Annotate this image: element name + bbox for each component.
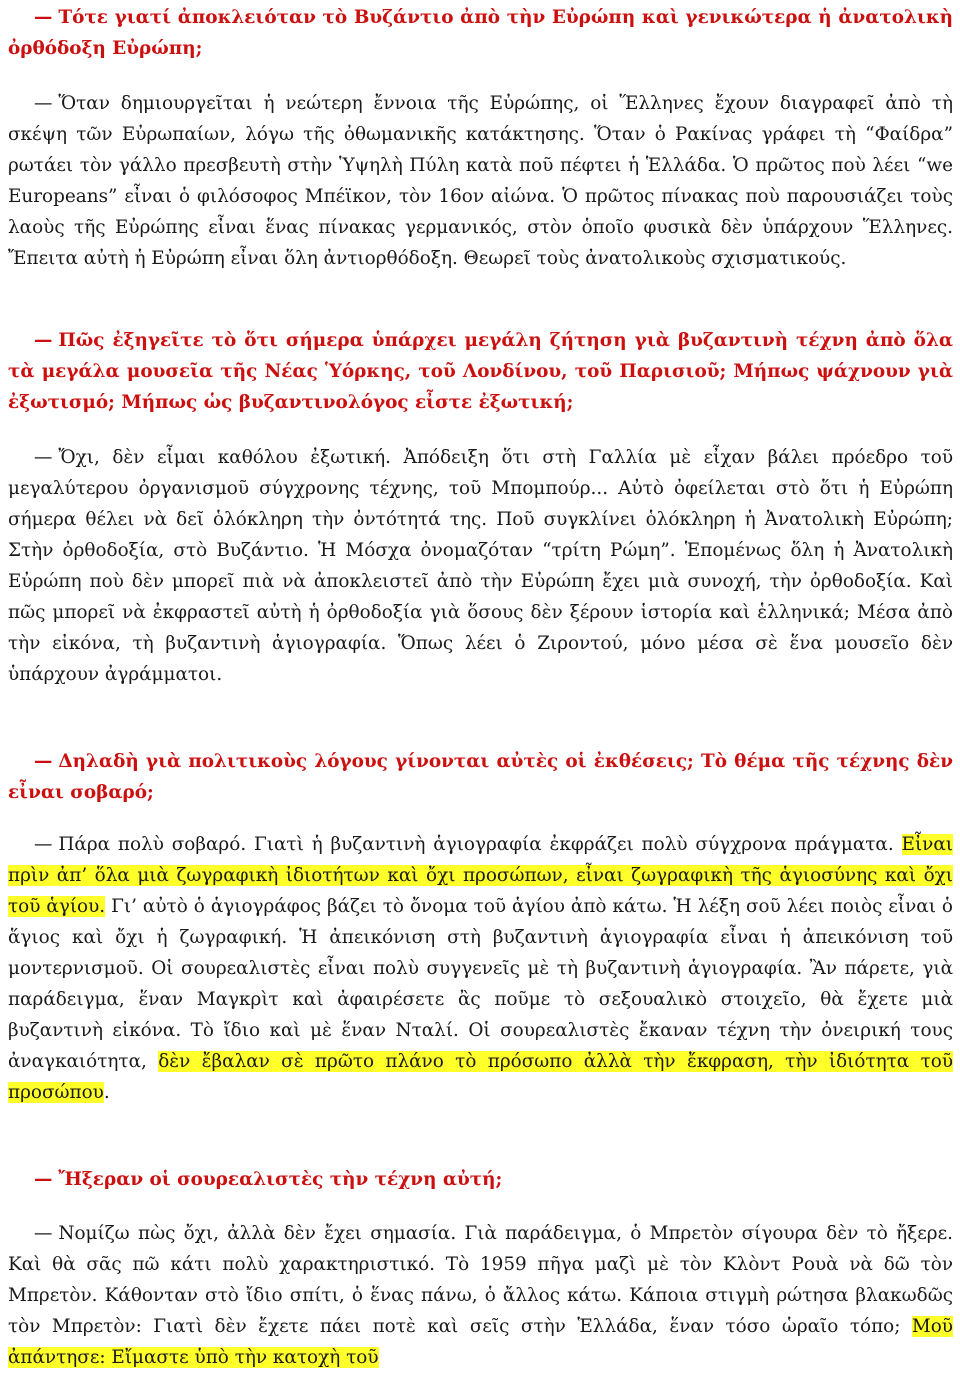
answer-text: Γι’ αὐτὸ ὁ ἁγιογράφος βάζει τὸ ὄνομα τοῦ ἁγίου ἀπὸ κάτω. Ἡ λέξη σοῦ λέει ποιὸς εἶναι ὁ ἅγιος καὶ ὄχι ἡ ζωγραφική. Ἡ ἀπεικόνιση στὴ βυζαντινὴ ἁγιογραφία εἶναι ἡ ἀπεικόνιση τοῦ μοντερνισμοῦ. Οἱ σουρεαλιστὲς εἶναι πολὺ συγγενεῖς μὲ τὴ βυζαντινὴ ἁγιογραφία. Ἂν πάρετε, γιὰ παράδειγμα, ἕναν Μαγκρὶτ καὶ ἀφαιρέσετε ἂς ποῦμε τὸ σεξουαλικὸ στοιχεῖο, θὰ ἔχετε μιὰ βυζαντινὴ εἰκόνα. Τὸ ἴδιο καὶ μὲ ἕναν Νταλί. Οἱ σουρεαλιστὲς ἔκαναν τέχνη τὴν ὀνειρική τους ἀναγκαιότητα,	[8, 896, 953, 1072]
em-dash: —	[34, 330, 53, 351]
em-dash: —	[34, 7, 53, 28]
answer-paragraph	[8, 442, 953, 690]
em-dash: —	[34, 834, 53, 855]
question-paragraph	[8, 2, 953, 64]
answer-text: Ὅταν δημιουργεῖται ἡ νεώτερη ἔννοια τῆς Εὐρώπης, οἱ Ἕλληνες ἔχουν διαγραφεῖ ἀπὸ τὴ σκέψη τῶν Εὐρωπαίων, λόγω τῆς ὀθωμανικῆς κατάκτησης. Ὅταν ὁ Ρακίνας γράφει τὴ “Φαίδρα” ρωτάει τὸν γάλλο πρεσβευτὴ στὴν Ὑψηλὴ Πύλη κατὰ ποῦ πέφτει ἡ Ἑλλάδα. Ὁ πρῶτος ποὺ λέει “we Europeans” εἶναι ὁ φιλόσοφος Μπέϊκον, τὸν 16ον αἰώνα. Ὁ πρῶτος πίνακας ποὺ παρουσιάζει τοὺς λαοὺς τῆς Εὐρώπης εἶναι ἕνας πίνακας γερμανικός, στὸν ὁποῖο φυσικὰ δὲν ὑπάρχουν Ἕλληνες. Ἔπειτα αὐτὴ ἡ Εὐρώπη εἶναι ὅλη ἀντιορθόδοξη. Θεωρεῖ τοὺς ἀνατολικοὺς σχισματικούς.	[8, 93, 953, 269]
question-paragraph	[8, 1164, 953, 1195]
em-dash: —	[34, 1169, 53, 1190]
answer-paragraph	[8, 829, 953, 1108]
question-text: Ἤξεραν οἱ σουρεαλιστὲς τὴν τέχνη αὐτή;	[58, 1169, 503, 1190]
answer-paragraph	[8, 88, 953, 274]
answer-text: Ὄχι, δὲν εἶμαι καθόλου ἐξωτική. Ἀπόδειξη ὅτι στὴ Γαλλία μὲ εἶχαν βάλει πρόεδρο τοῦ μεγαλύτερου ὀργανισμοῦ σύγχρονης τέχνης, τοῦ Μπομπούρ... Αὐτὸ ὀφείλεται στὸ ὅτι ἡ Εὐρώπη σήμερα θέλει νὰ δεῖ ὁλόκληρη τὴν ὀντότητά της. Ποῦ συγκλίνει ὁλόκληρη ἡ Ἀνατολικὴ Εὐρώπη; Στὴν ὀρθοδοξία, στὸ Βυζάντιο. Ἡ Μόσχα ὀνομαζόταν “τρίτη Ρώμη”. Ἑπομένως ὅλη ἡ Ἀνατολικὴ Εὐρώπη ποὺ δὲν μπορεῖ πιὰ νὰ ἀποκλειστεῖ ἀπὸ τὴν Εὐρώπη ἔχει μιὰ συνοχή, τὴν ὀρθοδοξία. Καὶ πῶς μπορεῖ νὰ ἐκφραστεῖ αὐτὴ ἡ ὀρθοδοξία γιὰ ὅσους δὲν ξέρουν ἱστορία καὶ ἑλληνικά; Μέσα ἀπὸ τὴν εἰκόνα, τὴ βυζαντινὴ ἁγιογραφία. Ὅπως λέει ὁ Ζιροντού, μόνο μέσα σὲ ἕνα μουσεῖο δὲν ὑπάρχουν ἀγράμματοι.	[8, 447, 953, 685]
em-dash: —	[34, 93, 53, 114]
question-paragraph	[8, 325, 953, 418]
answer-text: .	[103, 1082, 110, 1103]
highlighted-text: Εἶναι πρὶν ἀπ’ ὅλα μιὰ ζωγραφικὴ ἰδιοτήτων καὶ ὄχι προσώπων, εἶναι ζωγραφικὴ τῆς ἁγιοσύνης καὶ ὄχι τοῦ ἁγίου.	[8, 834, 953, 917]
question-text: Πῶς ἐξηγεῖτε τὸ ὅτι σήμερα ὑπάρχει μεγάλη ζήτηση γιὰ βυζαντινὴ τέχνη ἀπὸ ὅλα τὰ μεγάλα μουσεῖα τῆς Νέας Ὑόρκης, τοῦ Λονδίνου, τοῦ Παρισιοῦ; Μήπως ψάχνουν γιὰ ἐξωτισμό; Μήπως ὡς βυζαντινολόγος εἶστε ἐξωτική;	[8, 330, 953, 413]
highlighted-text: δὲν ἔβαλαν σὲ πρῶτο πλάνο τὸ πρόσωπο ἀλλὰ τὴν ἔκφραση, τὴν ἰδιότητα τοῦ προσώπου	[8, 1051, 953, 1103]
em-dash: —	[34, 447, 53, 468]
answer-paragraph	[8, 1218, 953, 1373]
question-text: Δηλαδὴ γιὰ πολιτικοὺς λόγους γίνονται αὐτὲς οἱ ἐκθέσεις; Τὸ θέμα τῆς τέχνης δὲν εἶναι σοβαρό;	[8, 751, 953, 803]
em-dash: —	[34, 1223, 53, 1244]
answer-text: Νομίζω πὼς ὄχι, ἀλλὰ δὲν ἔχει σημασία. Γιὰ παράδειγμα, ὁ Μπρετὸν σίγουρα δὲν τὸ ἤξερε. Καὶ θὰ σᾶς πῶ κάτι πολὺ χαρακτηριστικό. Τὸ 1959 πῆγα μαζὶ μὲ τὸν Κλὸντ Ρουὰ νὰ δῶ τὸν Μπρετὸν. Κάθονταν στὸ ἴδιο σπίτι, ὁ ἕνας πάνω, ὁ ἄλλος κάτω. Κάποια στιγμὴ ρώτησα βλακωδῶς τὸν Μπρετὸν: Γιατὶ δὲν ἔχετε πάει ποτὲ καὶ σεῖς στὴν Ἑλλάδα, ἕναν τόσο ὡραῖο τόπο;	[8, 1223, 953, 1337]
answer-text: Πάρα πολὺ σοβαρό. Γιατὶ ἡ βυζαντινὴ ἁγιογραφία ἐκφράζει πολὺ σύγχρονα πράγματα.	[58, 834, 902, 855]
highlighted-text: Μοῦ ἀπάντησε: Εἴμαστε ὑπὸ τὴν κατοχὴ τοῦ	[8, 1316, 953, 1368]
question-text: Τότε γιατί ἀποκλειόταν τὸ Βυζάντιο ἀπὸ τὴν Εὐρώπη καὶ γενικώτερα ἡ ἀνατολικὴ ὀρθόδοξη Εὐρώπη;	[8, 7, 953, 59]
em-dash: —	[34, 751, 53, 772]
question-paragraph	[8, 746, 953, 808]
